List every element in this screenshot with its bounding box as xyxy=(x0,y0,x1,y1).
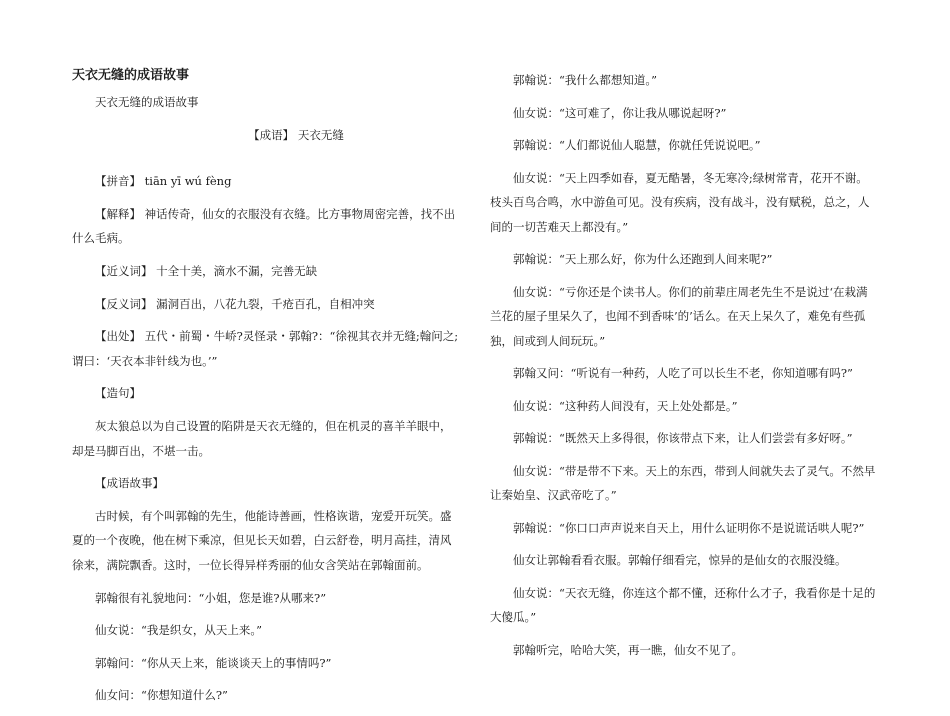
dialogue-line: 郭翰说：“我什么都想知道。” xyxy=(513,73,658,87)
dialogue-line: 仙女说：“这种药人间没有，天上处处都是。” xyxy=(513,398,738,413)
dialogue-line: 郭翰又问：“听说有一种药，人吃了可以长生不老，你知道哪有吗?” xyxy=(513,366,853,380)
subtitle: 天衣无缝的成语故事 xyxy=(95,95,199,109)
dialogue-line: 仙女说：“亏你还是个读书人。你们的前辈庄周老先生不是说过‘在栽满兰花的屋子里呆久了，也闻不到香味’的’话么。在天上呆久了，难免有些孤独，间或到人间玩玩。” xyxy=(490,284,868,348)
dialogue-line: 仙女说：“我是织女，从天上来。” xyxy=(95,623,263,638)
document-title: 天衣无缝的成语故事 xyxy=(72,68,190,83)
dialogue-line: 仙女问：“你想知道什么?” xyxy=(95,688,228,703)
dialogue-line: 仙女说：“这可难了，你让我从哪说起呀?” xyxy=(513,105,727,120)
dialogue-line: 郭翰说：“人们都说仙人聪慧，你就任凭说说吧。” xyxy=(513,138,761,152)
paragraph-story-heading: 【成语故事】 xyxy=(95,476,164,491)
paragraph-example: 灰太狼总以为自己设置的陷阱是天衣无缝的，但在机灵的喜羊羊眼中，却是马脚百出，不堪一击。 xyxy=(72,418,452,458)
dialogue-line: 郭翰听完，哈哈大笑，再一瞧，仙女不见了。 xyxy=(513,642,743,657)
paragraph-pinyin: 【拼音】 tiān yī wú fèng xyxy=(95,174,232,189)
dialogue-line: 仙女说：“带是带不下来。天上的东西，带到人间就失去了灵气。不然早让秦始皇、汉武帝吃了。” xyxy=(490,463,876,502)
right-column xyxy=(490,68,878,670)
paragraph-antonyms: 【反义词】 漏洞百出，八花九裂，千疮百孔，自相冲突 xyxy=(95,296,375,311)
dialogue-line: 郭翰说：“天上那么好，你为什么还跑到人间来呢?” xyxy=(513,252,773,266)
dialogue-line: 仙女说：“天衣无缝，你连这个都不懂，还称什么才子，我看你是十足的大傻瓜。” xyxy=(490,585,876,624)
left-column xyxy=(72,66,460,716)
paragraph-explanation: 【解释】 神话传奇，仙女的衣服没有衣缝。比方事物周密完善，找不出什么毛病。 xyxy=(72,206,456,246)
dialogue-line: 郭翰说：“你口口声声说来自天上，用什么证明你不是说谎话哄人呢?” xyxy=(513,520,865,535)
chengyu-heading: 【成语】 天衣无缝 xyxy=(248,127,344,142)
dialogue-line: 郭翰很有礼貌地问：“小姐，您是谁?从哪来?” xyxy=(95,590,327,605)
dialogue-line: 仙女让郭翰看看衣服。郭翰仔细看完，惊异的是仙女的衣服没缝。 xyxy=(513,553,847,567)
paragraph-story: 古时候，有个叫郭翰的先生，他能诗善画，性格诙谐，宠爱开玩笑。盛夏的一个夜晚，他在树下乘凉，但见长天如碧，白云舒卷，明月高挂，清风徐来，满院飘香。这时，一位长得异样秀丽的仙女含笑站在郭翰面前。 xyxy=(72,508,452,572)
paragraph-synonyms: 【近义词】 十全十美，滴水不漏，完善无缺 xyxy=(95,263,318,278)
dialogue-line: 仙女说：“天上四季如春，夏无酷暑，冬无寒冷;绿树常青，花开不谢。枝头百鸟合鸣，水中游鱼可见。没有疾病，没有战斗，没有赋税，总之，人间的一切苦难天上都没有。” xyxy=(490,170,870,234)
paragraph-example-heading: 【造句】 xyxy=(95,386,141,401)
dialogue-line: 郭翰问：“你从天上来，能谈谈天上的事情吗?” xyxy=(95,655,332,670)
dialogue-line: 郭翰说：“既然天上多得很，你该带点下来，让人们尝尝有多好呀。” xyxy=(513,431,853,445)
paragraph-source: 【出处】 五代・前蜀・牛峤?灵怪录・郭翰?：“徐视其衣并无缝;翰问之;谓曰：‘天衣本非针线为也。’” xyxy=(72,329,459,368)
